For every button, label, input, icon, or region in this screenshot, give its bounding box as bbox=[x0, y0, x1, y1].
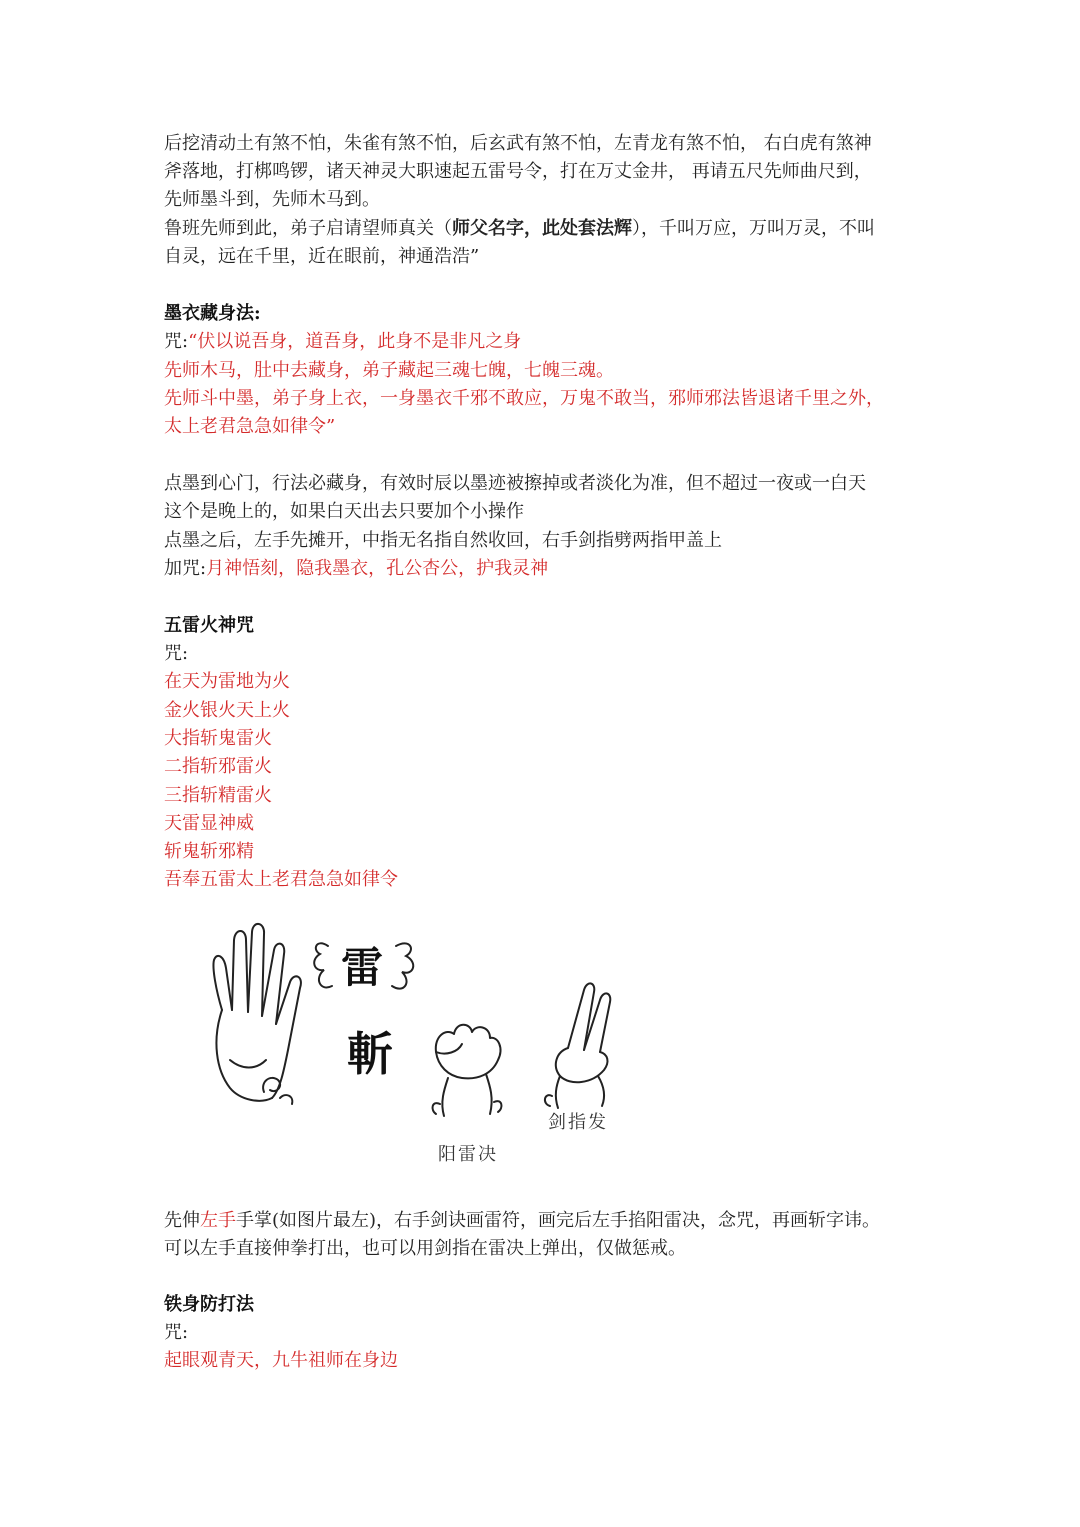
mantra-text: “伏以说吾身，道吾身，此身不是非凡之身 bbox=[188, 331, 522, 352]
moyi-mantra-line-4: 太上老君急急如律令” bbox=[164, 416, 336, 437]
tieshen-mantra-line-1: 起眼观青天，九牛祖师在身边 bbox=[164, 1350, 398, 1371]
wulei-mantra-line: 大指斩鬼雷火 bbox=[164, 728, 272, 749]
wulei-mantra-line: 二指斩邪雷火 bbox=[164, 756, 272, 777]
desc-left-hand: 左手 bbox=[200, 1210, 236, 1231]
sword-finger-label: 剑指发 bbox=[548, 1112, 608, 1133]
moyi-note-3: 点墨之后，左手先摊开，中指无名指自然收回，右手剑指劈两指甲盖上 bbox=[164, 530, 722, 551]
intro-line-4 bbox=[164, 215, 875, 243]
master-name-placeholder: 师父名字，此处套法辉 bbox=[452, 218, 632, 239]
moyi-mantra-line-2: 先师木马，肚中去藏身，弟子藏起三魂七魄，七魄三魂。 bbox=[164, 360, 614, 381]
wulei-mantra-line: 金火银火天上火 bbox=[164, 700, 290, 721]
mantra-prefix: 咒: bbox=[164, 331, 189, 352]
intro-line-4-pre: 鲁班先师到此，弟子启请望师真关（ bbox=[164, 218, 452, 239]
hand-gesture-illustration bbox=[200, 920, 640, 1170]
yang-thunder-fist-drawing bbox=[433, 1025, 502, 1116]
desc-pre: 先伸 bbox=[164, 1210, 200, 1231]
wulei-mantra-line: 在天为雷地为火 bbox=[164, 671, 290, 692]
intro-line-5: 自灵，远在千里，近在眼前，神通浩浩” bbox=[164, 246, 480, 267]
intro-line-1: 后挖清动土有煞不怕，朱雀有煞不怕，后玄武有煞不怕，左青龙有煞不怕， 右白虎有煞神 bbox=[164, 133, 872, 154]
sword-finger-drawing bbox=[545, 983, 610, 1108]
wulei-mantra-prefix: 咒: bbox=[164, 643, 189, 664]
moyi-mantra-line-1 bbox=[164, 328, 521, 356]
open-palm-drawing bbox=[213, 924, 300, 1104]
moyi-extra-mantra bbox=[164, 555, 548, 583]
wulei-mantra-line: 吾奉五雷太上老君急急如律令 bbox=[164, 869, 398, 890]
wulei-mantra-line: 天雷显神威 bbox=[164, 813, 254, 834]
moyi-note-1: 点墨到心门，行法必藏身，有效时辰以墨迹被擦掉或者淡化为准，但不超过一夜或一白天 bbox=[164, 473, 866, 494]
section-wulei-title: 五雷火神咒 bbox=[164, 615, 254, 636]
section-moyi-title: 墨衣藏身法: bbox=[164, 303, 261, 324]
desc-post: 手掌(如图片最左)，右手剑诀画雷符，画完后左手掐阳雷决，念咒，再画斩字讳。 bbox=[236, 1210, 881, 1231]
intro-line-2: 斧落地，打梆鸣锣，诸天神灵大职速起五雷号令，打在万丈金井， 再请五尺先师曲尺到， bbox=[164, 161, 872, 182]
extra-prefix: 加咒: bbox=[164, 558, 207, 579]
tieshen-mantra-prefix: 咒: bbox=[164, 1322, 189, 1343]
moyi-mantra-line-3: 先师斗中墨，弟子身上衣，一身墨衣千邪不敢应，万鬼不敢当，邪师邪法皆退诸千里之外， bbox=[164, 388, 884, 409]
svg-text:雷: 雷 bbox=[340, 943, 384, 992]
extra-text: 月神悟刻，隐我墨衣，孔公杏公，护我灵神 bbox=[206, 558, 549, 579]
svg-text:斬: 斬 bbox=[347, 1027, 393, 1081]
section-tieshen-title: 铁身防打法 bbox=[164, 1294, 254, 1315]
intro-line-3: 先师墨斗到，先师木马到。 bbox=[164, 189, 380, 210]
wulei-mantra-line: 斩鬼斩邪精 bbox=[164, 841, 254, 862]
yang-thunder-label: 阳雷决 bbox=[438, 1144, 498, 1165]
intro-line-4-post: ），千叫万应，万叫万灵，不叫 bbox=[632, 218, 875, 239]
moyi-note-2: 这个是晚上的，如果白天出去只要加个小操作 bbox=[164, 501, 524, 522]
wulei-desc-1 bbox=[164, 1207, 880, 1235]
wulei-desc-2: 可以左手直接伸拳打出，也可以用剑指在雷决上弹出，仅做惩戒。 bbox=[164, 1238, 686, 1259]
wulei-mantra-line: 三指斩精雷火 bbox=[164, 785, 272, 806]
thunder-talisman-drawing bbox=[314, 943, 413, 1081]
